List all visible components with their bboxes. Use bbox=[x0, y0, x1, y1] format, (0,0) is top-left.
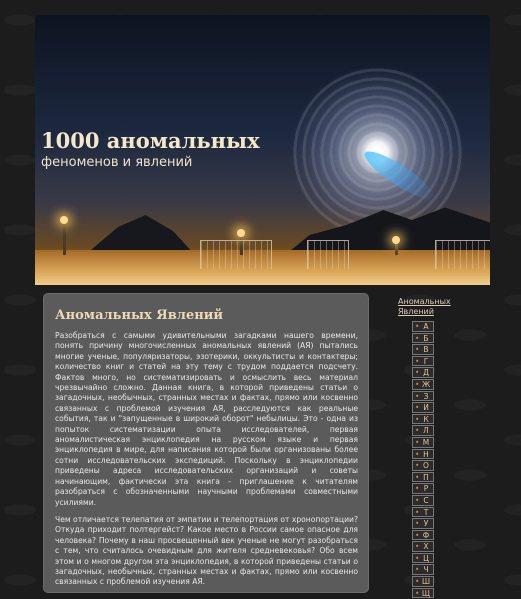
street-lamp bbox=[395, 240, 398, 255]
fence bbox=[200, 240, 272, 269]
article-paragraph: Разобраться с самыми удивительными загадками нашего времени, понять причину многочисленных аномальных явлений (АЯ) пытались многие ученые, популяризаторы, эзотерики, оккультисты и контактеры; количество книг и статей на эту тему с трудом поддается подсчету. Фактов много, но систематизировать и осмыслить весь материал чрезвычайно сложно. Данная книга, в которой приведены статьи о загадочных, необычных, странных местах и фактах, прямо или косвенно связанных с проблемой изучения АЯ, расследуются как реальные события, так и "запущенные в широкий оборот" небылицы. Это - одна из попыток систематизации опыта исследователей, первая аномалистическая энциклопедия на русском языке и первая энциклопедия в мире, для написания которой были организованы более сотни исследовательских экспедиций. Поскольку в энциклопедии приведены адреса исследовательских организаций и советы начинающим, фактически эта книга - приглашение к читателям разобраться с обозначенными научными проблемами совместными усилиями. bbox=[55, 331, 358, 507]
letter-link[interactable]: • А bbox=[412, 321, 434, 332]
letter-link[interactable]: • О bbox=[412, 460, 434, 471]
fence bbox=[435, 240, 490, 269]
letter-link[interactable]: • К bbox=[412, 414, 434, 425]
letter-link[interactable]: • Ч bbox=[412, 564, 434, 575]
article-paragraph: Чем отличается телепатия от эмпатии и телепортация от хронопортации? Откуда приходит полтергейст? Какое место в России самое опасное для человека? Почему в наш просвещенный век ученые не могут разобраться с тем, что считалось очевидным для жителя средневековья? Обо всем этом и о многом другом эта энциклопедия, в которой приведены статьи о загадочных, необычных, странных местах и фактах, прямо или косвенно связанных с проблемой изучения АЯ. bbox=[55, 514, 358, 587]
site-title: 1000 аномальных bbox=[41, 128, 260, 153]
letter-link[interactable]: • Р bbox=[412, 483, 434, 494]
fence bbox=[307, 240, 349, 269]
letter-link[interactable]: • Х bbox=[412, 541, 434, 552]
letter-link[interactable]: • П bbox=[412, 472, 434, 483]
letter-link[interactable]: • М bbox=[412, 437, 434, 448]
article-panel bbox=[43, 293, 369, 593]
letter-link[interactable]: • Д bbox=[412, 367, 434, 378]
letter-link[interactable]: • В bbox=[412, 344, 434, 355]
letter-link[interactable]: • Ф bbox=[412, 530, 434, 541]
letter-link[interactable]: • Н bbox=[412, 449, 434, 460]
sidebar bbox=[398, 297, 458, 599]
letter-link[interactable]: • Л bbox=[412, 425, 434, 436]
sidebar-title-link[interactable]: Аномальных Явлений bbox=[398, 297, 451, 316]
header-banner bbox=[35, 15, 490, 285]
letter-link[interactable]: • Т bbox=[412, 507, 434, 518]
street-lamp bbox=[63, 220, 66, 255]
letter-link[interactable]: • Б bbox=[412, 333, 434, 344]
mountain-left bbox=[85, 215, 195, 255]
letter-link[interactable]: • Щ bbox=[412, 588, 434, 599]
letter-link[interactable]: • С bbox=[412, 495, 434, 506]
letter-link[interactable]: • Ж bbox=[412, 379, 434, 390]
letter-link[interactable]: • И bbox=[412, 402, 434, 413]
alphabet-index bbox=[412, 321, 458, 598]
letter-link[interactable]: • З bbox=[412, 391, 434, 402]
site-subtitle: феноменов и явлений bbox=[41, 155, 193, 170]
letter-link[interactable]: • Г bbox=[412, 356, 434, 367]
letter-link[interactable]: • Ц bbox=[412, 553, 434, 564]
article-heading: Аномальных Явлений bbox=[55, 308, 224, 323]
letter-link[interactable]: • Ш bbox=[412, 576, 434, 587]
letter-link[interactable]: • У bbox=[412, 518, 434, 529]
